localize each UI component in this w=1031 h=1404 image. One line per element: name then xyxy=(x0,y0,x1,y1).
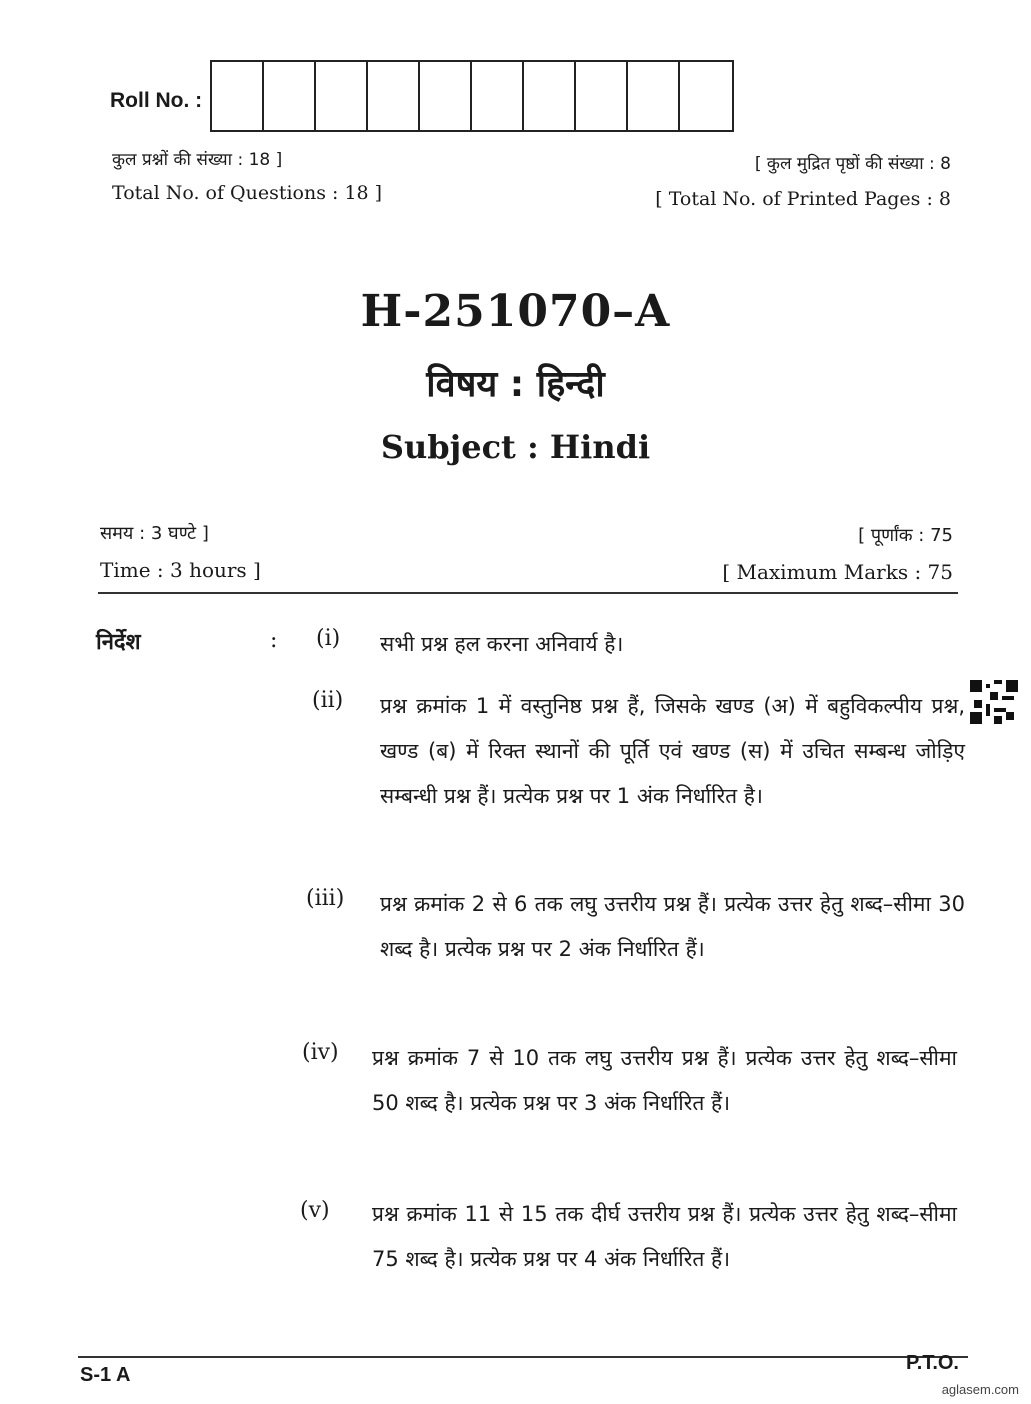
roll-box[interactable] xyxy=(628,62,680,130)
roll-box[interactable] xyxy=(472,62,524,130)
question-count xyxy=(112,144,382,210)
instruction-number: (iii) xyxy=(306,886,345,911)
roll-box[interactable] xyxy=(212,62,264,130)
pto-label: P.T.O. xyxy=(906,1352,959,1374)
roll-box[interactable] xyxy=(576,62,628,130)
roll-box[interactable] xyxy=(524,62,576,130)
series-code: S-1 A xyxy=(80,1364,131,1386)
subject-english: Subject : Hindi xyxy=(380,428,651,466)
marks-english: [ Maximum Marks : 75 xyxy=(722,560,953,584)
roll-number-row xyxy=(110,60,734,132)
total-questions-hindi: कुल प्रश्नों की संख्या : 18 ] xyxy=(112,150,283,170)
time-english: Time : 3 hours ] xyxy=(100,558,261,582)
roll-box[interactable] xyxy=(316,62,368,130)
footer-divider xyxy=(78,1356,968,1358)
instructions-colon: : xyxy=(270,628,278,653)
total-pages-hindi: [ कुल मुद्रित पृष्ठों की संख्या : 8 xyxy=(754,154,951,174)
instruction-number: (v) xyxy=(300,1198,330,1223)
instruction-text: प्रश्न क्रमांक 1 में वस्तुनिष्ठ प्रश्न हैं, जिसके खण्ड (अ) में बहुविकल्पीय प्रश्न, खण्ड (ब) में रिक्त स्थानों की पूर्ति एवं खण्ड (स) में उचित सम्बन्ध जोड़िए सम्बन्धी प्रश्न हैं। प्रत्येक प्रश्न पर 1 अंक निर्धारित है। xyxy=(380,694,965,808)
roll-box[interactable] xyxy=(420,62,472,130)
qr-code-icon xyxy=(970,680,1018,724)
roll-box[interactable] xyxy=(264,62,316,130)
watermark: aglasem.com xyxy=(941,1382,1019,1397)
instruction-text: सभी प्रश्न हल करना अनिवार्य है। xyxy=(380,632,624,656)
page-count xyxy=(655,148,951,216)
roll-number-boxes xyxy=(210,60,734,132)
subject-hindi: विषय : हिन्दी xyxy=(426,364,605,405)
marks-hindi: [ पूर्णांक : 75 xyxy=(858,525,953,546)
instruction-text: प्रश्न क्रमांक 11 से 15 तक दीर्घ उत्तरीय प्रश्न हैं। प्रत्येक उत्तर हेतु शब्द–सीमा 75 शब्द है। प्रत्येक प्रश्न पर 4 अंक निर्धारित हैं। xyxy=(372,1202,957,1271)
total-questions-english: Total No. of Questions : 18 ] xyxy=(112,182,383,204)
instructions-heading: निर्देश xyxy=(96,630,141,655)
instruction-number: (ii) xyxy=(312,688,344,713)
instruction-text: प्रश्न क्रमांक 2 से 6 तक लघु उत्तरीय प्रश्न हैं। प्रत्येक उत्तर हेतु शब्द–सीमा 30 शब्द है। प्रत्येक प्रश्न पर 2 अंक निर्धारित हैं। xyxy=(380,892,965,961)
instruction-number: (i) xyxy=(316,626,341,651)
time-block xyxy=(100,516,261,588)
instruction-number: (iv) xyxy=(302,1040,339,1065)
time-hindi: समय : 3 घण्टे ] xyxy=(100,523,209,544)
paper-code: H-251070–A xyxy=(360,286,671,337)
roll-box[interactable] xyxy=(368,62,420,130)
marks-block xyxy=(722,518,953,590)
instruction-text: प्रश्न क्रमांक 7 से 10 तक लघु उत्तरीय प्रश्न हैं। प्रत्येक उत्तर हेतु शब्द–सीमा 50 शब्द है। प्रत्येक प्रश्न पर 3 अंक निर्धारित हैं। xyxy=(372,1046,957,1115)
roll-box[interactable] xyxy=(680,62,732,130)
divider xyxy=(98,592,958,594)
roll-label: Roll No. : xyxy=(110,89,203,112)
total-pages-english: [ Total No. of Printed Pages : 8 xyxy=(655,188,951,210)
